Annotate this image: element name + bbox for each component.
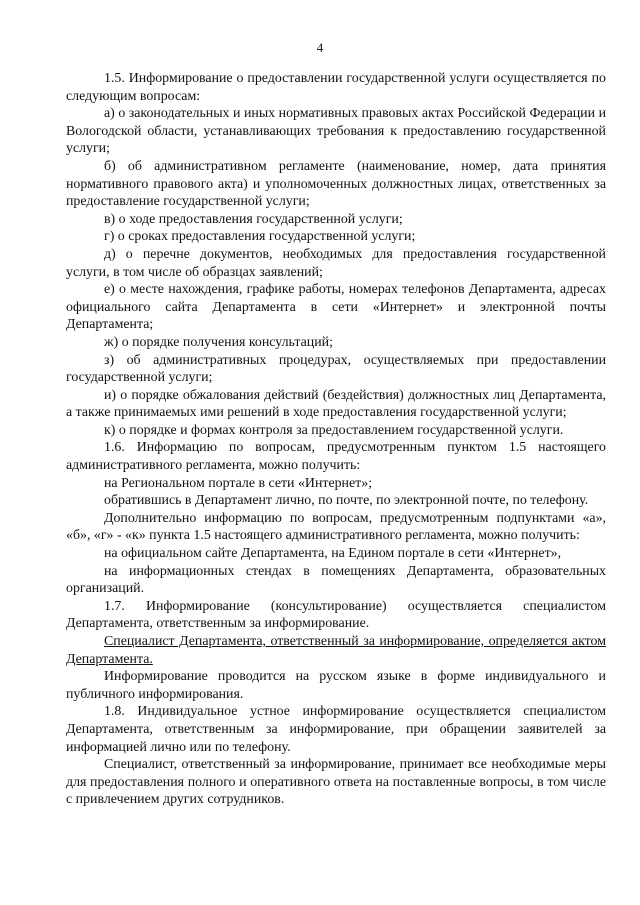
document-body: [66, 70, 606, 809]
paragraph-specialist-defined: Специалист Департамента, ответственный за информирование, определяется актом Департамента.: [66, 634, 606, 667]
paragraph-1-7: 1.7. Информирование (консультирование) осуществляется специалистом Департамента, ответственным за информирование.: [66, 598, 606, 632]
paragraph-1-6: 1.6. Информацию по вопросам, предусмотренным пунктом 1.5 настоящего административного регламента, можно получить:: [66, 440, 606, 474]
paragraph-item-d: д) о перечне документов, необходимых для предоставления государственной услуги, в том числе об образцах заявлений;: [66, 246, 606, 280]
page-number: 4: [316, 40, 324, 55]
paragraph-item-i: и) о порядке обжалования действий (бездействия) должностных лиц Департамента, а также принимаемых ими решений в ходе предоставления государственной услуги;: [66, 387, 606, 421]
paragraph-language: Информирование проводится на русском языке в форме индивидуального и публичного информирования.: [66, 669, 606, 702]
paragraph-1-8: 1.8. Индивидуальное устное информирование осуществляется специалистом Департамента, ответственным за информирование, при обращении заявителей за информацией лично или по телефону.: [66, 704, 606, 755]
paragraph-item-v: в) о ходе предоставления государственной услуги;: [104, 211, 403, 227]
paragraph-item-k: к) о порядке и формах контроля за предоставлением государственной услуги.: [104, 422, 564, 438]
paragraph-item-g: г) о сроках предоставления государственной услуги;: [104, 229, 416, 245]
paragraph-1-5: 1.5. Информирование о предоставлении государственной услуги осуществляется по следующим вопросам:: [66, 71, 606, 104]
paragraph-specialist-measures: Специалист, ответственный за информирование, принимает все необходимые меры для предоставления полного и оперативного ответа на поставленные вопросы, в том числе с привлечением других сотрудников.: [66, 757, 606, 808]
paragraph-official-site: на официальном сайте Департамента, на Едином портале в сети «Интернет»,: [104, 546, 562, 562]
paragraph-item-zh: ж) о порядке получения консультаций;: [104, 334, 333, 350]
paragraph-item-z: з) об административных процедурах, осуществляемых при предоставлении государственной услуги;: [66, 352, 606, 386]
paragraph-item-a: а) о законодательных и иных нормативных правовых актах Российской Федерации и Вологодской области, устанавливающих требования к предоставлению государственной услуги;: [66, 106, 606, 157]
paragraph-regional-portal: на Региональном портале в сети «Интернет»;: [104, 475, 373, 491]
paragraph-item-e: е) о месте нахождения, графике работы, номерах телефонов Департамента, адресах официального сайта Департамента в сети «Интернет» и электронной почты Департамента;: [66, 282, 606, 333]
paragraph-info-stands: на информационных стендах в помещениях Департамента, образовательных организаций.: [66, 563, 606, 597]
paragraph-contact-department: обратившись в Департамент лично, по почте, по электронной почте, по телефону.: [104, 493, 589, 509]
paragraph-additional-info: Дополнительно информацию по вопросам, предусмотренным подпунктами «а», «б», «г» - «к» пункта 1.5 настоящего административного регламента, можно получить:: [66, 510, 606, 544]
paragraph-item-b: б) об административном регламенте (наименование, номер, дата принятия нормативного правового акта) и уполномоченных должностных лицах, ответственных за предоставление государственной услуги;: [66, 158, 606, 210]
